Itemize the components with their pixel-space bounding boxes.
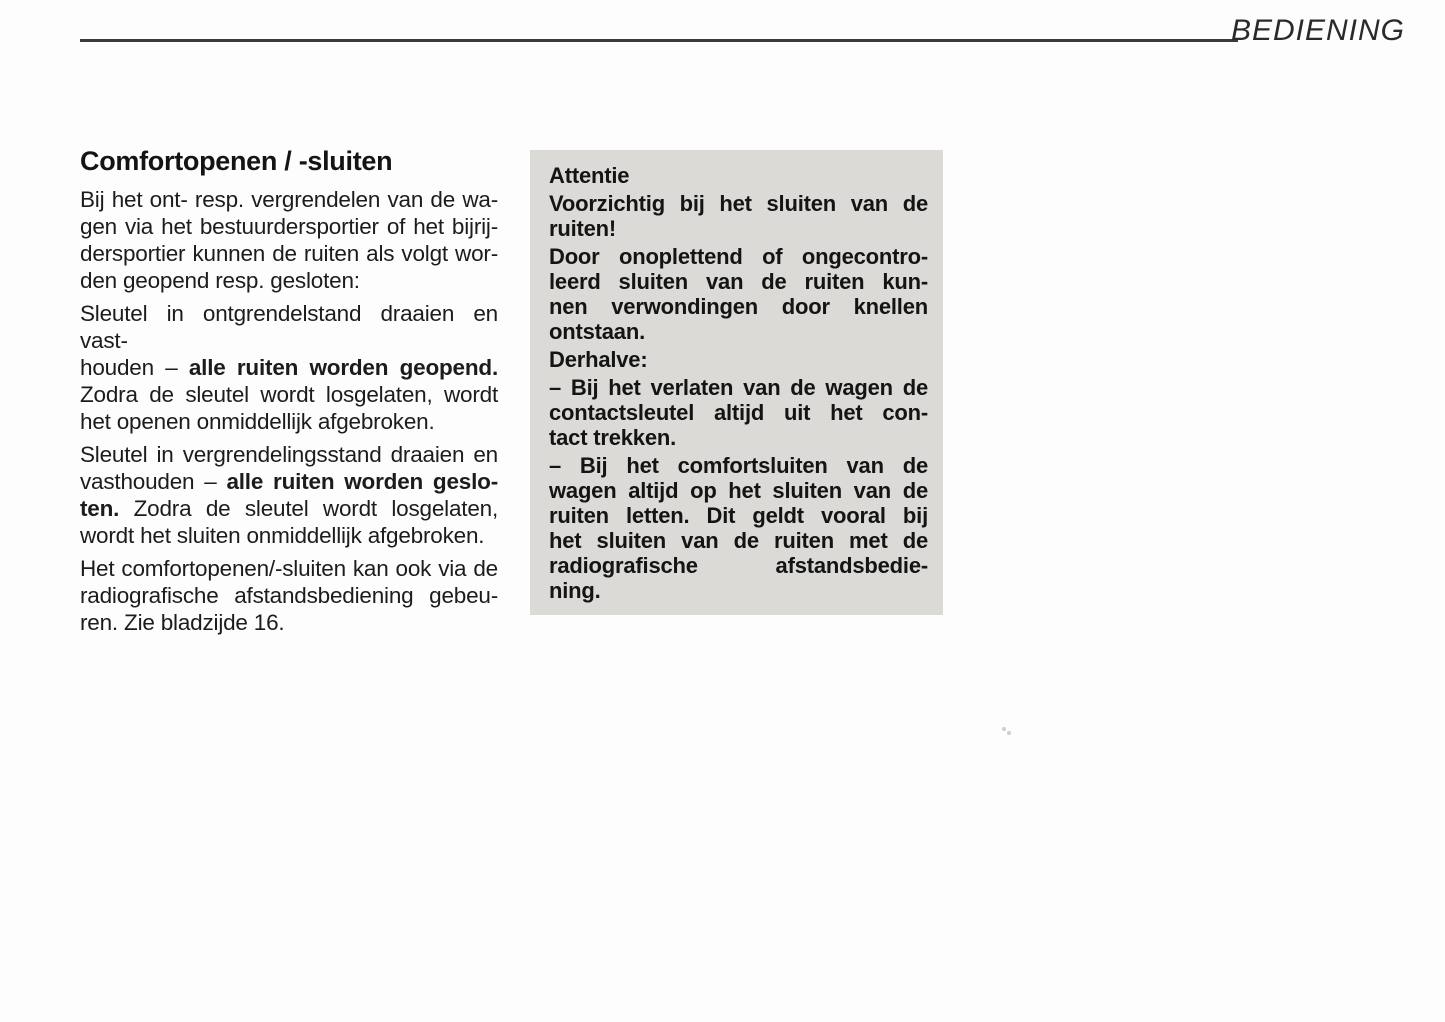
text-line: leerd sluiten van de ruiten kun- [549,269,928,294]
text-line: dersportier kunnen de ruiten als volgt wor- [80,241,498,266]
text-line: het sluiten van de ruiten met de [549,528,928,553]
body-paragraph [80,300,498,435]
text-line: ten. Zodra de sleutel wordt losgelaten, [80,496,498,521]
text-line: houden – alle ruiten worden geopend. [80,355,498,380]
attention-title: Attentie [549,163,630,188]
body-paragraph [80,186,498,294]
text-line: wagen altijd op het sluiten van de [549,478,928,503]
text-line: ruiten letten. Dit geldt vooral bij [549,503,928,528]
text-line: het openen onmiddellijk afgebroken. [80,409,435,434]
text-line: tact trekken. [549,425,677,450]
scan-artifact [1002,727,1006,731]
text-line: Door onoplettend of ongecontro- [549,244,928,269]
text-line: Zodra de sleutel wordt losgelaten, wordt [80,382,498,407]
text-line: ren. Zie bladzijde 16. [80,610,285,635]
text-line: radiografische afstandsbedie- [549,553,928,578]
text-line: gen via het bestuurdersportier of het bijrij- [80,214,498,239]
text-line: contactsleutel altijd uit het con- [549,400,928,425]
text-line: ruiten! [549,216,617,241]
text-line: – Bij het comfortsluiten van de [549,453,928,478]
text-line: ontstaan. [549,319,645,344]
text-line: ning. [549,578,601,603]
text-line: nen verwondingen door knellen [549,294,928,319]
text-line: vasthouden – alle ruiten worden geslo- [80,469,498,494]
warning-paragraph [549,347,928,372]
text-line: Sleutel in ontgrendelstand draaien en vast- [80,301,498,353]
text-line: wordt het sluiten onmiddellijk afgebroken. [80,523,485,548]
text-line: Sleutel in vergrendelingsstand draaien en [80,442,498,467]
warning-paragraph [549,375,928,450]
page-header-title: BEDIENING [1230,14,1405,47]
body-paragraph [80,441,498,549]
text-line: Derhalve: [549,347,648,372]
text-line: den geopend resp. gesloten: [80,268,360,293]
text-line: Het comfortopenen/-sluiten kan ook via de [80,556,498,581]
text-line: radiografische afstandsbediening gebeu- [80,583,498,608]
body-paragraph [80,555,498,636]
warning-paragraph [549,453,928,603]
attention-warning-box [530,150,943,615]
text-line: – Bij het verlaten van de wagen de [549,375,928,400]
left-column [80,146,498,642]
scan-artifact [1007,731,1011,735]
section-heading: Comfortopenen / -sluiten [80,146,393,176]
header-rule [80,39,1238,42]
text-line: Voorzichtig bij het sluiten van de [549,191,928,216]
warning-paragraph [549,191,928,241]
text-line: Bij het ont- resp. vergrendelen van de wa- [80,187,498,212]
warning-paragraph [549,244,928,344]
